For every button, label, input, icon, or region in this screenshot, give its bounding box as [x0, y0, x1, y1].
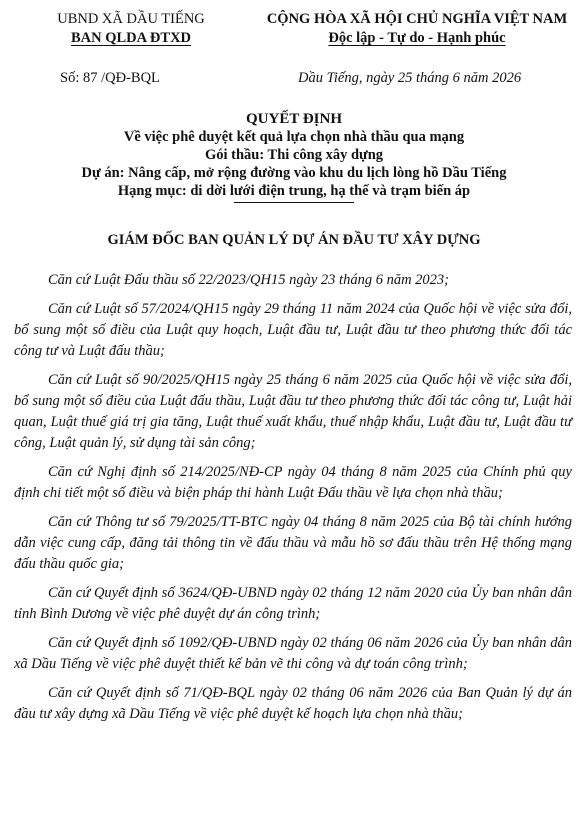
decision-title-block: [0, 110, 588, 203]
legal-basis-paragraph: Căn cứ Luật Đấu thầu số 22/2023/QH15 ngày 23 tháng 6 năm 2023;: [48, 272, 450, 288]
document-number: Số: 87 /QĐ-BQL: [60, 70, 160, 86]
legal-basis-section: [14, 270, 572, 733]
document-date: Dầu Tiếng, ngày 25 tháng 6 năm 2026: [298, 70, 522, 86]
decision-title: QUYẾT ĐỊNH: [246, 111, 342, 127]
issuing-authority: GIÁM ĐỐC BAN QUẢN LÝ DỰ ÁN ĐẦU TƯ XÂY DỰNG: [107, 232, 481, 248]
work-item: Hạng mục: di dời lưới điện trung, hạ thế và trạm biến áp: [117, 183, 471, 199]
legal-basis-paragraph: Căn cứ Quyết định số 3624/QĐ-UBND ngày 02 tháng 12 năm 2020 của Ủy ban nhân dân tỉnh Bình Dương về việc phê duyệt dự án công trình;: [14, 585, 572, 622]
country-name: CỘNG HÒA XÃ HỘI CHỦ NGHĨA VIỆT NAM: [266, 11, 568, 27]
agency-name: BAN QLDA ĐTXD: [70, 30, 192, 46]
legal-basis-paragraph: Căn cứ Quyết định số 71/QĐ-BQL ngày 02 tháng 06 năm 2026 của Ban Quản lý dự án đầu tư xây dựng xã Dầu Tiếng về việc phê duyệt kế hoạch lựa chọn nhà thầu;: [14, 685, 572, 722]
decision-subject: Về việc phê duyệt kết quả lựa chọn nhà thầu qua mạng: [123, 129, 465, 145]
legal-basis-paragraph: Căn cứ Quyết định số 1092/QĐ-UBND ngày 02 tháng 06 năm 2026 của Ủy ban nhân dân xã Dầu Tiếng về việc phê duyệt thiết kế bản vẽ thi công và dự toán công trình;: [14, 635, 572, 672]
national-motto-header: [252, 10, 582, 48]
agency-parent: UBND XÃ DẦU TIẾNG: [57, 11, 205, 27]
issuing-agency-header: [36, 10, 226, 48]
title-underline: [234, 202, 354, 203]
legal-basis-paragraph: Căn cứ Nghị định số 214/2025/NĐ-CP ngày 04 tháng 8 năm 2025 của Chính phủ quy định chi tiết một số điều và biện pháp thi hành Luật Đấu thầu về lựa chọn nhà thầu;: [14, 464, 572, 501]
project-name: Dự án: Nâng cấp, mở rộng đường vào khu du lịch lòng hồ Dầu Tiếng: [81, 165, 507, 181]
legal-basis-paragraph: Căn cứ Luật số 57/2024/QH15 ngày 29 tháng 11 năm 2024 của Quốc hội về việc sửa đổi, bổ sung một số điều của Luật quy hoạch, Luật đầu tư, Luật đầu tư theo phương thức đối tác công tư và Luật đấu thầu;: [14, 301, 572, 359]
bid-package: Gói thầu: Thi công xây dựng: [204, 147, 384, 163]
legal-basis-paragraph: Căn cứ Thông tư số 79/2025/TT-BTC ngày 04 tháng 8 năm 2025 của Bộ tài chính hướng dẫn việc cung cấp, đăng tải thông tin về đấu thầu và mẫu hồ sơ đấu thầu trên Hệ thống mạng đấu thầu quốc gia;: [14, 514, 572, 572]
national-motto: Độc lập - Tự do - Hạnh phúc: [328, 30, 506, 46]
legal-basis-paragraph: Căn cứ Luật số 90/2025/QH15 ngày 25 tháng 6 năm 2025 của Quốc hội về việc sửa đổi, bổ sung một số điều của Luật đấu thầu, Luật đầu tư theo phương thức đối tác công tư, Luật hải quan, Luật thuế giá trị gia tăng, Luật thuế xuất khẩu, thuế nhập khẩu, Luật đầu tư, Luật đầu tư công, Luật quản lý, sử dụng tài sản công;: [14, 372, 572, 451]
